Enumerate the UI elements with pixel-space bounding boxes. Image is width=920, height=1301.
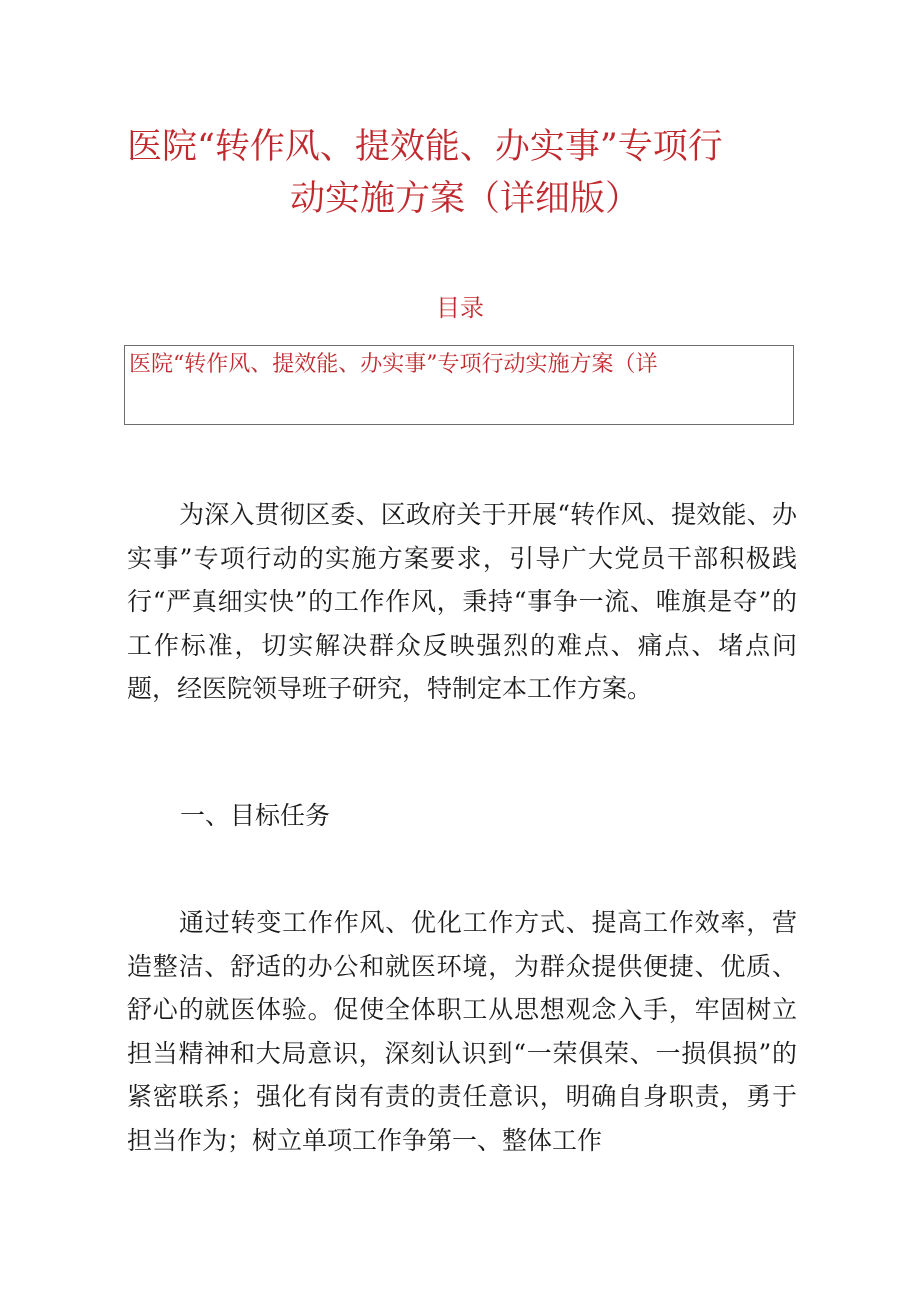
toc-box [124, 345, 794, 425]
intro-paragraph: 为深入贯彻区委、区政府关于开展“转作风、提效能、办实事”专项行动的实施方案要求，引导广大党员干部积极践行“严真细实快”的工作作风，秉持“事争一流、唯旗是夺”的工作标准，切实解决群众反映强烈的难点、痛点、堵点问题，经医院领导班子研究，特制定本工作方案。 [127, 500, 797, 704]
section-paragraph-goals: 通过转变工作作风、优化工作方式、提高工作效率，营造整洁、舒适的办公和就医环境，为群众提供便捷、优质、舒心的就医体验。促使全体职工从思想观念入手，牢固树立担当精神和大局意识，深刻认识到“一荣俱荣、一损俱损”的紧密联系；强化有岗有责的责任意识，明确自身职责，勇于担当作为；树立单项工作争第一、整体工作 [127, 908, 797, 1155]
toc-entry-link[interactable]: 医院“转作风、提效能、办实事”专项行动实施方案（详 [129, 352, 658, 377]
document-title-line-2: 动实施方案（详细版） [290, 179, 641, 219]
toc-heading: 目录 [436, 294, 484, 322]
section-heading-goals: 一、目标任务 [180, 801, 331, 830]
document-title-line-1: 医院“转作风、提效能、办实事”专项行 [127, 127, 723, 167]
